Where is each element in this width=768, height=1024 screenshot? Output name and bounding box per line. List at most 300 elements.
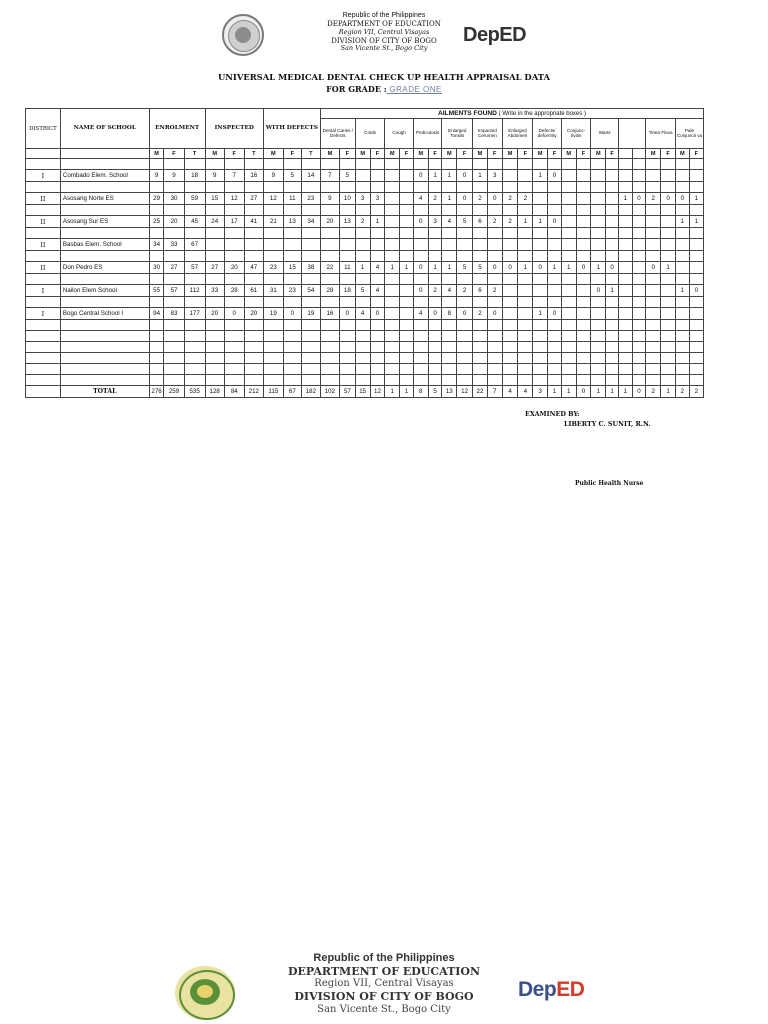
value-cell: 57 [184,262,205,274]
value-cell: 2 [487,285,502,297]
table-row [26,170,704,182]
value-cell: 0 [413,170,428,182]
value-cell [473,375,488,386]
value-cell: 30 [149,262,164,274]
value-cell [533,193,548,205]
ailment-header: Conjunc- tivitis [561,119,591,149]
value-cell: 57 [164,285,184,297]
school-name-cell [60,228,149,239]
value-cell [561,193,576,205]
value-cell [576,297,591,308]
footer-republic: Republic of the Philippines [313,952,455,964]
value-cell [591,375,606,386]
value-cell [561,251,576,262]
ailment-header: Defects/ deformity [533,119,562,149]
value-cell: 1 [689,216,703,228]
value-cell: 1 [548,386,562,398]
value-cell: 23 [301,193,320,205]
value-cell [385,274,400,285]
inspected-header: INSPECTED [205,109,263,149]
table-row [26,353,704,364]
district-cell [26,342,61,353]
value-cell [646,182,661,193]
value-cell [339,205,355,216]
value-cell [661,375,676,386]
value-cell: 276 [149,386,164,398]
value-cell [618,159,632,170]
value-cell [591,170,606,182]
value-cell: 18 [184,170,205,182]
value-cell [591,251,606,262]
value-cell [301,228,320,239]
value-cell [413,274,428,285]
value-cell: 1 [661,386,676,398]
table-row [26,239,704,251]
value-cell [224,353,244,364]
value-cell [184,159,205,170]
value-cell [164,331,184,342]
value-cell [661,274,676,285]
value-cell [618,239,632,251]
value-cell [385,239,400,251]
value-cell [184,205,205,216]
value-cell: 1 [561,262,576,274]
value-cell [561,205,576,216]
district-cell [26,364,61,375]
value-cell [606,308,619,320]
sex-column-header: F [283,149,301,159]
value-cell: 16 [320,308,339,320]
value-cell [283,297,301,308]
school-name-cell [60,159,149,170]
value-cell [487,353,502,364]
examiner-name: LIBERTY C. SUNIT, R.N. [564,420,651,428]
value-cell [576,274,591,285]
value-cell: 2 [428,193,442,205]
value-cell: 128 [205,386,224,398]
examiner-title: Public Health Nurse [575,480,644,487]
ailments-title: AILMENTS FOUND [437,110,497,117]
district-cell [26,320,61,331]
value-cell [385,375,400,386]
value-cell [149,331,164,342]
value-cell [385,216,400,228]
value-cell [283,331,301,342]
value-cell: 8 [413,386,428,398]
value-cell [339,251,355,262]
value-cell: 20 [205,308,224,320]
value-cell [576,331,591,342]
value-cell [576,375,591,386]
value-cell [606,251,619,262]
value-cell: 9 [205,170,224,182]
value-cell [301,274,320,285]
value-cell [263,331,283,342]
value-cell [224,274,244,285]
value-cell [661,216,676,228]
district-cell [26,297,61,308]
value-cell [502,228,518,239]
value-cell [205,364,224,375]
value-cell [283,320,301,331]
value-cell [442,297,457,308]
value-cell [487,274,502,285]
value-cell [518,205,533,216]
value-cell [301,375,320,386]
value-cell [428,251,442,262]
value-cell [149,182,164,193]
value-cell [442,274,457,285]
value-cell [283,364,301,375]
value-cell [244,331,263,342]
value-cell [205,274,224,285]
value-cell [473,228,488,239]
value-cell [606,228,619,239]
value-cell: 22 [473,386,488,398]
value-cell [149,320,164,331]
value-cell [224,239,244,251]
ailment-header: Pediculosis [413,119,442,149]
value-cell [283,353,301,364]
sex-column-header: F [576,149,591,159]
value-cell: 1 [675,216,689,228]
ailment-header: Dental Caries / Defects [320,119,355,149]
value-cell [548,205,562,216]
value-cell [591,320,606,331]
value-cell [606,159,619,170]
value-cell: 5 [457,262,473,274]
value-cell [618,228,632,239]
value-cell [339,297,355,308]
value-cell [473,182,488,193]
value-cell [473,239,488,251]
value-cell [428,375,442,386]
value-cell [518,342,533,353]
value-cell [689,320,703,331]
value-cell [164,375,184,386]
value-cell [149,251,164,262]
value-cell [606,353,619,364]
value-cell [355,353,370,364]
value-cell [473,205,488,216]
value-cell [283,228,301,239]
value-cell [689,159,703,170]
value-cell [675,353,689,364]
value-cell [428,320,442,331]
value-cell [675,297,689,308]
value-cell [576,193,591,205]
value-cell: 1 [591,386,606,398]
value-cell [561,239,576,251]
value-cell: 9 [149,170,164,182]
value-cell [370,331,385,342]
value-cell [263,274,283,285]
value-cell [385,285,400,297]
value-cell [675,159,689,170]
value-cell: 9 [320,193,339,205]
value-cell [283,274,301,285]
value-cell: 2 [675,386,689,398]
value-cell [502,251,518,262]
value-cell [355,320,370,331]
value-cell [548,228,562,239]
value-cell [487,251,502,262]
grade-value: GRADE ONE [386,85,442,94]
value-cell [385,297,400,308]
value-cell: 5 [473,262,488,274]
value-cell [533,331,548,342]
header-republic: Republic of the Philippines [342,12,426,19]
value-cell [561,170,576,182]
value-cell [561,320,576,331]
value-cell [646,228,661,239]
value-cell [224,228,244,239]
sex-column-header: M [355,149,370,159]
value-cell [205,239,224,251]
value-cell: 1 [400,386,414,398]
value-cell [618,353,632,364]
value-cell [457,364,473,375]
footer-address: San Vicente St., Bogo City [317,1003,451,1015]
value-cell: 0 [632,386,646,398]
value-cell [413,331,428,342]
value-cell: 16 [244,170,263,182]
value-cell [576,320,591,331]
school-name-cell [60,331,149,342]
school-name-cell [60,182,149,193]
value-cell [283,205,301,216]
value-cell [244,375,263,386]
table-row [26,274,704,285]
header-department: DEPARTMENT OF EDUCATION [327,20,441,29]
value-cell [606,239,619,251]
value-cell [646,320,661,331]
sex-column-header: F [689,149,703,159]
value-cell: 0 [370,308,385,320]
value-cell [618,297,632,308]
value-cell [518,170,533,182]
value-cell [502,239,518,251]
value-cell [561,342,576,353]
value-cell [224,320,244,331]
value-cell [632,216,646,228]
value-cell [428,205,442,216]
value-cell [457,342,473,353]
value-cell: 0 [457,170,473,182]
value-cell [184,364,205,375]
value-cell: 1 [533,216,548,228]
value-cell: 1 [548,262,562,274]
with-defects-header: WITH DEFECTS [263,109,320,149]
sex-column-header: F [548,149,562,159]
value-cell [606,274,619,285]
value-cell [385,342,400,353]
value-cell [618,216,632,228]
value-cell [591,182,606,193]
value-cell [473,274,488,285]
value-cell [646,308,661,320]
ailment-header: Impacted Cerumen [473,119,503,149]
sex-column-header: F [457,149,473,159]
value-cell: 2 [518,193,533,205]
value-cell [548,193,562,205]
value-cell: 47 [244,262,263,274]
sex-column-header: M [205,149,224,159]
value-cell [442,342,457,353]
table-row [26,262,704,274]
value-cell [355,159,370,170]
value-cell: 1 [533,170,548,182]
value-cell: 5 [355,285,370,297]
value-cell [591,297,606,308]
value-cell [400,274,414,285]
value-cell [263,297,283,308]
value-cell [263,182,283,193]
value-cell [591,193,606,205]
value-cell [606,216,619,228]
district-cell [26,251,61,262]
value-cell: 83 [164,308,184,320]
value-cell [646,274,661,285]
value-cell [576,308,591,320]
value-cell [518,239,533,251]
ailments-note: ( Write in the appropriate boxes ) [498,111,586,117]
value-cell [442,251,457,262]
value-cell [533,274,548,285]
value-cell [149,228,164,239]
value-cell: 2 [355,216,370,228]
value-cell [385,364,400,375]
value-cell: 1 [591,262,606,274]
value-cell [576,159,591,170]
table-row [26,342,704,353]
value-cell [355,182,370,193]
value-cell [606,205,619,216]
value-cell [385,353,400,364]
value-cell [561,353,576,364]
value-cell [457,205,473,216]
value-cell [442,375,457,386]
value-cell [413,342,428,353]
value-cell [224,251,244,262]
value-cell [442,159,457,170]
district-cell [26,159,61,170]
value-cell [385,170,400,182]
value-cell: 2 [473,308,488,320]
value-cell: 11 [283,193,301,205]
value-cell [502,353,518,364]
value-cell [561,182,576,193]
value-cell [413,205,428,216]
value-cell [689,262,703,274]
value-cell: 0 [457,308,473,320]
value-cell [400,375,414,386]
value-cell [689,342,703,353]
value-cell [301,342,320,353]
mf-spacer [60,149,149,159]
value-cell: 9 [263,170,283,182]
value-cell [283,182,301,193]
value-cell [533,159,548,170]
value-cell [561,228,576,239]
value-cell [224,297,244,308]
value-cell: 115 [263,386,283,398]
value-cell [428,353,442,364]
value-cell [370,342,385,353]
value-cell [502,375,518,386]
value-cell [457,375,473,386]
value-cell [457,297,473,308]
value-cell: 27 [164,262,184,274]
value-cell: 20 [320,216,339,228]
value-cell: 1 [400,262,414,274]
value-cell: 1 [370,216,385,228]
school-name-cell [60,364,149,375]
value-cell: 55 [149,285,164,297]
value-cell: 182 [301,386,320,398]
value-cell [320,159,339,170]
value-cell: 18 [339,285,355,297]
value-cell: 6 [473,285,488,297]
sex-column-header: F [487,149,502,159]
value-cell [339,353,355,364]
value-cell [263,251,283,262]
value-cell [533,364,548,375]
value-cell [548,285,562,297]
value-cell: 0 [428,308,442,320]
value-cell [661,297,676,308]
value-cell: 1 [661,262,676,274]
value-cell [339,364,355,375]
value-cell [457,251,473,262]
table-row [26,375,704,386]
sex-column-header: T [301,149,320,159]
value-cell [428,364,442,375]
value-cell [457,228,473,239]
value-cell: 2 [689,386,703,398]
value-cell [487,228,502,239]
district-cell [26,228,61,239]
value-cell [428,159,442,170]
value-cell: 23 [283,285,301,297]
sex-column-header: M [263,149,283,159]
value-cell [320,331,339,342]
value-cell [675,375,689,386]
value-cell: 0 [548,308,562,320]
value-cell: 15 [283,262,301,274]
district-cell: I [26,285,61,297]
value-cell: 0 [591,285,606,297]
value-cell: 9 [164,170,184,182]
value-cell [385,159,400,170]
value-cell: 2 [457,285,473,297]
value-cell: 3 [428,216,442,228]
value-cell [502,182,518,193]
value-cell [689,364,703,375]
district-cell: II [26,216,61,228]
value-cell [591,216,606,228]
value-cell [502,159,518,170]
value-cell [618,262,632,274]
value-cell [283,251,301,262]
mf-spacer [26,149,61,159]
value-cell [244,182,263,193]
value-cell [646,170,661,182]
value-cell [263,205,283,216]
value-cell [591,239,606,251]
value-cell [548,182,562,193]
value-cell: 1 [473,170,488,182]
